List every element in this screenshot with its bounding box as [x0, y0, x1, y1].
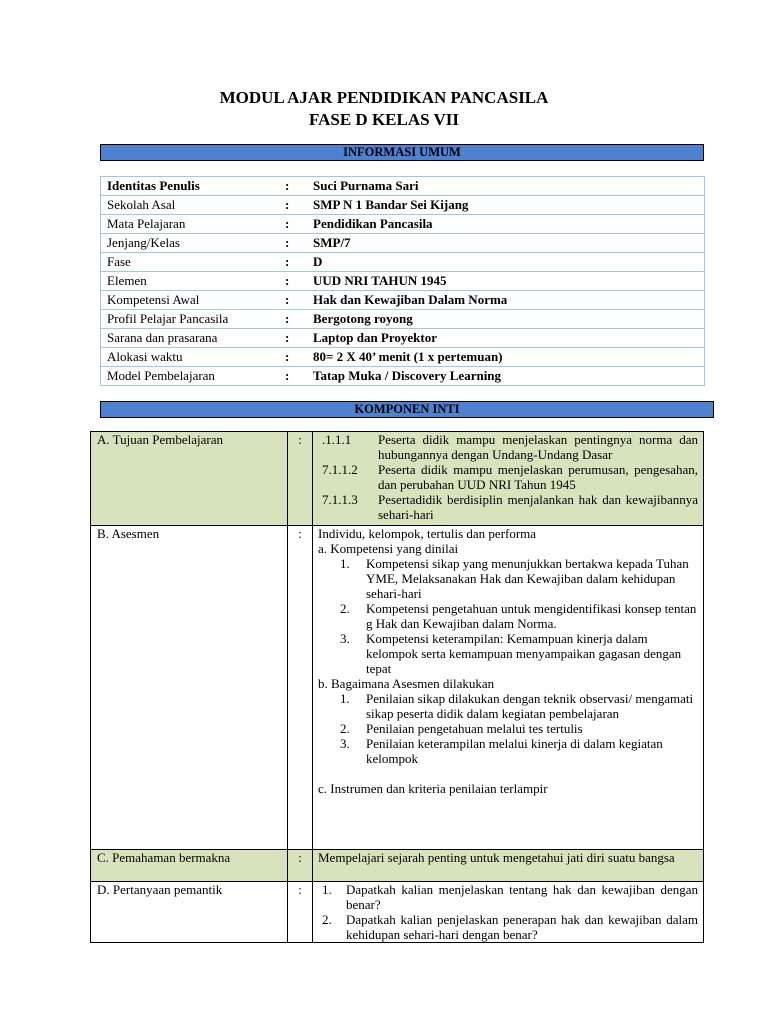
info-label: Sarana dan prasarana	[101, 329, 286, 348]
info-row	[101, 253, 705, 272]
objective-item: 7.1.1.3 Pesertadidik berdisiplin menjalankan hak dan kewajibannya sehari-hari	[322, 492, 698, 522]
info-label: Alokasi waktu	[101, 348, 286, 367]
info-label: Elemen	[101, 272, 286, 291]
info-row	[101, 196, 705, 215]
list-item: 3. Kompetensi keterampilan: Kemampuan kinerja dalam kelompok serta kemampuan menyampaikan gagasan dengan tepat	[340, 631, 682, 676]
info-separator: :	[285, 348, 307, 367]
pemahaman-row	[91, 850, 704, 882]
info-label: Fase	[101, 253, 286, 272]
info-value: Bergotong royong	[307, 310, 705, 329]
info-label: Mata Pelajaran	[101, 215, 286, 234]
info-row	[101, 234, 705, 253]
list-item: 2. Kompetensi pengetahuan untuk mengidentifikasi konsep tentan g Hak dan Kewajiban dalam Norma.	[340, 601, 697, 631]
info-value: Laptop dan Proyektor	[307, 329, 705, 348]
info-section-heading: INFORMASI UMUM	[100, 144, 704, 161]
pertanyaan-label: D. Pertanyaan pemantik	[91, 882, 288, 943]
asesmen-separator: :	[288, 526, 313, 850]
info-value: UUD NRI TAHUN 1945	[307, 272, 705, 291]
info-label: Model Pembelajaran	[101, 367, 286, 386]
info-row	[101, 272, 705, 291]
info-row	[101, 367, 705, 386]
document-subtitle: FASE D KELAS VII	[308, 110, 460, 129]
core-table	[90, 431, 704, 943]
info-row	[101, 291, 705, 310]
pertanyaan-row	[91, 882, 704, 943]
info-value: Pendidikan Pancasila	[307, 215, 705, 234]
info-row	[101, 310, 705, 329]
info-value: SMP/7	[307, 234, 705, 253]
info-value: Tatap Muka / Discovery Learning	[307, 367, 705, 386]
info-table	[100, 176, 705, 386]
info-row	[101, 177, 705, 196]
objective-item: 7.1.1.2 Peserta didik mampu menjelaskan perumusan, pengesahan, dan perubahan UUD NRI Tahun 1945	[322, 462, 698, 492]
info-separator: :	[285, 291, 307, 310]
list-item: 3. Penilaian keterampilan melalui kinerja di dalam kegiatan kelompok	[340, 736, 663, 766]
info-separator: :	[285, 310, 307, 329]
info-separator: :	[285, 177, 307, 196]
info-separator: :	[285, 196, 307, 215]
info-row	[101, 329, 705, 348]
pertanyaan-content	[313, 882, 704, 943]
pemahaman-content: Mempelajari sejarah penting untuk mengetahui jati diri suatu bangsa	[313, 850, 704, 882]
list-item: 1. Kompetensi sikap yang menunjukkan bertakwa kepada Tuhan YME, Melaksanakan Hak dan Kewajiban dalam kehidupan sehari-hari	[340, 556, 689, 601]
pemahaman-separator: :	[288, 850, 313, 882]
info-value: 80= 2 X 40’ menit (1 x pertemuan)	[307, 348, 705, 367]
info-separator: :	[285, 215, 307, 234]
info-separator: :	[285, 253, 307, 272]
info-separator: :	[285, 234, 307, 253]
tujuan-content	[313, 432, 704, 526]
asesmen-content	[313, 526, 704, 850]
question-item: 1. Dapatkah kalian menjelaskan tentang hak dan kewajiban dengan benar?	[322, 882, 698, 912]
info-separator: :	[285, 367, 307, 386]
info-row	[101, 348, 705, 367]
core-section-heading: KOMPONEN INTI	[100, 401, 714, 418]
asesmen-part-c: c. Instrumen dan kriteria penilaian terlampir	[318, 781, 548, 796]
objective-item: .1.1.1 Peserta didik mampu menjelaskan pentingnya norma dan hubungannya dengan Undang-Undang Dasar	[322, 432, 698, 462]
info-label: Identitas Penulis	[101, 177, 286, 196]
info-label: Profil Pelajar Pancasila	[101, 310, 286, 329]
info-separator: :	[285, 329, 307, 348]
tujuan-separator: :	[288, 432, 313, 526]
asesmen-intro: Individu, kelompok, tertulis dan performa	[318, 526, 537, 541]
pemahaman-label: C. Pemahaman bermakna	[91, 850, 288, 882]
info-value: D	[307, 253, 705, 272]
question-item: 2. Dapatkah kalian penjelaskan penerapan hak dan kewajiban dalam kehidupan sehari-hari dengan benar?	[322, 912, 698, 942]
document-title: MODUL AJAR PENDIDIKAN PANCASILA	[219, 88, 549, 107]
info-value: Hak dan Kewajiban Dalam Norma	[307, 291, 705, 310]
tujuan-row	[91, 432, 704, 526]
list-item: 2. Penilaian pengetahuan melalui tes tertulis	[340, 721, 583, 736]
asesmen-label: B. Asesmen	[91, 526, 288, 850]
asesmen-row	[91, 526, 704, 850]
info-separator: :	[285, 272, 307, 291]
info-row	[101, 215, 705, 234]
tujuan-label: A. Tujuan Pembelajaran	[91, 432, 288, 526]
info-label: Kompetensi Awal	[101, 291, 286, 310]
info-label: Jenjang/Kelas	[101, 234, 286, 253]
asesmen-part-b: b. Bagaimana Asesmen dilakukan	[318, 676, 495, 691]
asesmen-part-a: a. Kompetensi yang dinilai	[318, 541, 459, 556]
info-label: Sekolah Asal	[101, 196, 286, 215]
info-value: SMP N 1 Bandar Sei Kijang	[307, 196, 705, 215]
pertanyaan-separator: :	[288, 882, 313, 943]
list-item: 1. Penilaian sikap dilakukan dengan teknik observasi/ mengamati sikap peserta didik dalam kegiatan pembelajaran	[340, 691, 694, 721]
info-value: Suci Purnama Sari	[307, 177, 705, 196]
